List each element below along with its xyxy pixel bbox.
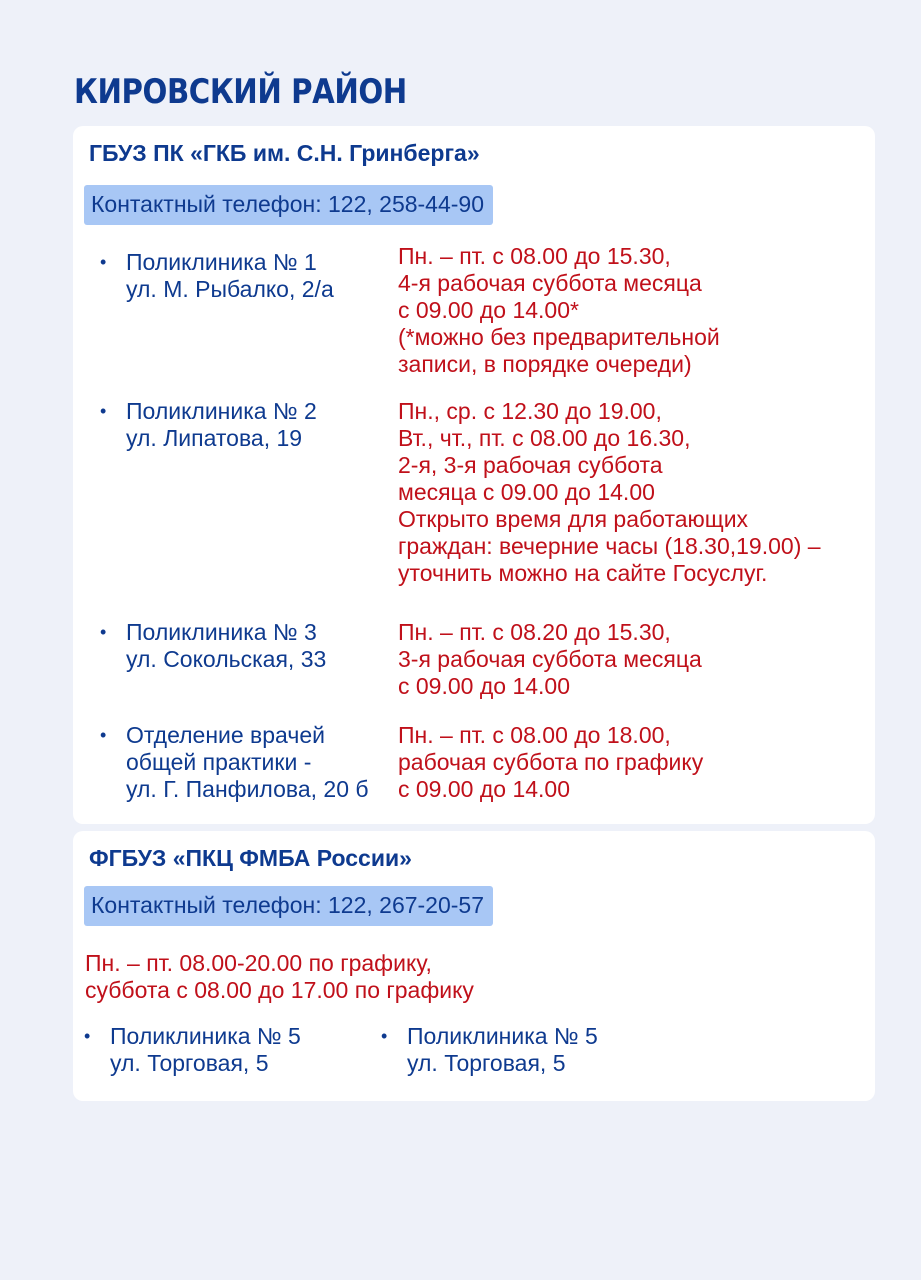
hours-line: Пн. – пт. с 08.00 до 18.00, [398, 722, 671, 748]
clinic-name: Поликлиника № 5 [407, 1023, 598, 1049]
clinic-name: Поликлиника № 3 [126, 619, 317, 645]
clinic-address: ул. М. Рыбалко, 2/а [126, 276, 334, 302]
org-card-grinberg [73, 126, 875, 824]
clinic-hours [398, 398, 821, 587]
contact-phone[interactable]: Контактный телефон: 122, 267-20-57 [84, 886, 493, 926]
clinic-name: Поликлиника № 5 [110, 1023, 301, 1049]
bullet-icon: • [381, 1026, 388, 1046]
bullet-icon: • [100, 252, 107, 272]
clinic-address: ул. Липатова, 19 [126, 425, 303, 451]
hours-line: 2-я, 3-я рабочая суббота [398, 452, 663, 478]
bullet-icon: • [84, 1026, 91, 1046]
hours-line: Пн., ср. с 12.30 до 19.00, [398, 398, 662, 424]
org-card-fmba [73, 831, 875, 1101]
hours-line: Открыто время для работающих [398, 506, 749, 532]
hours-line: Пн. – пт. с 08.20 до 15.30, [398, 619, 671, 645]
hours-line: месяца с 09.00 до 14.00 [398, 479, 655, 505]
clinic-address: ул. Сокольская, 33 [126, 646, 327, 672]
bullet-icon: • [100, 622, 107, 642]
contact-phone[interactable]: Контактный телефон: 122, 258-44-90 [84, 185, 493, 225]
hours-line: 3-я рабочая суббота месяца [398, 646, 702, 672]
hours-line: с 09.00 до 14.00 [398, 776, 570, 802]
clinic-name-line: общей практики - [126, 749, 312, 775]
hours-line: рабочая суббота по графику [398, 749, 704, 775]
hours-line: уточнить можно на сайте Госуслуг. [398, 560, 768, 586]
clinic-hours [398, 243, 720, 378]
clinic-name: Поликлиника № 1 [126, 249, 317, 275]
org-hours [85, 950, 474, 1004]
bullet-icon: • [100, 401, 107, 421]
hours-line: Пн. – пт. с 08.00 до 15.30, [398, 243, 671, 269]
hours-line: суббота с 08.00 до 17.00 по графику [85, 977, 474, 1003]
hours-line: граждан: вечерние часы (18.30,19.00) – [398, 533, 821, 559]
hours-line: записи, в порядке очереди) [398, 351, 692, 377]
hours-line: 4-я рабочая суббота месяца [398, 270, 702, 296]
clinic-address: ул. Г. Панфилова, 20 б [126, 776, 369, 802]
clinic-address: ул. Торговая, 5 [110, 1050, 269, 1076]
clinic-hours [398, 619, 702, 700]
bullet-icon: • [100, 725, 107, 745]
org-name: ФГБУЗ «ПКЦ ФМБА России» [89, 845, 412, 871]
hours-line: с 09.00 до 14.00 [398, 673, 570, 699]
clinic-hours [398, 722, 703, 803]
clinic-name-line: Отделение врачей [126, 722, 325, 748]
page-title: КИРОВСКИЙ РАЙОН [74, 72, 407, 112]
hours-line: с 09.00 до 14.00* [398, 297, 579, 323]
hours-line: (*можно без предварительной [398, 324, 720, 350]
hours-line: Вт., чт., пт. с 08.00 до 16.30, [398, 425, 691, 451]
org-name: ГБУЗ ПК «ГКБ им. С.Н. Гринберга» [89, 140, 480, 166]
clinic-address: ул. Торговая, 5 [407, 1050, 566, 1076]
clinic-name: Поликлиника № 2 [126, 398, 317, 424]
hours-line: Пн. – пт. 08.00-20.00 по графику, [85, 950, 432, 976]
